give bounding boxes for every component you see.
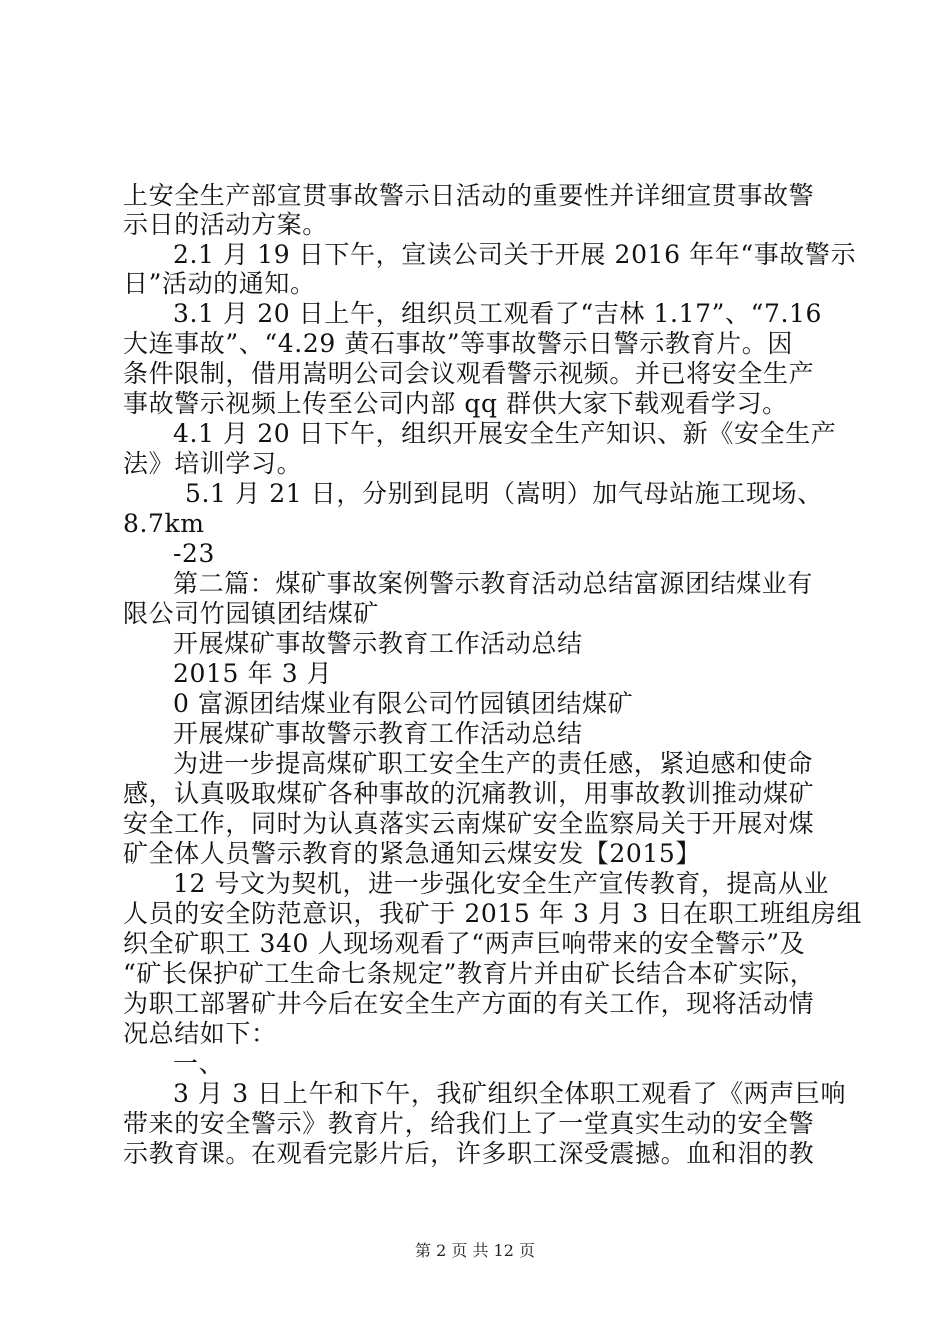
text-line: 开展煤矿事故警示教育工作活动总结	[173, 719, 583, 748]
section-heading: 第二篇：煤矿事故案例警示教育活动总结富源团结煤业有	[173, 569, 814, 598]
text-line: 开展煤矿事故警示教育工作活动总结	[173, 629, 583, 658]
text-line: 为进一步提高煤矿职工安全生产的责任感，紧迫感和使命	[173, 749, 814, 778]
text-line: 5.1 月 21 日，分别到昆明（嵩明）加气母站施工现场、	[185, 479, 823, 508]
text-line: 示日的活动方案。	[123, 210, 328, 239]
text-line: 4.1 月 20 日下午，组织开展安全生产知识、新《安全生产	[173, 419, 837, 448]
text-line: 带来的安全警示》教育片，给我们上了一堂真实生动的安全警	[123, 1109, 815, 1138]
text-line: 2.1 月 19 日下午，宣读公司关于开展 2016 年年“事故警示	[173, 240, 857, 269]
text-line: 一、	[173, 1049, 225, 1078]
text-line: 2015 年 3 月	[173, 659, 333, 688]
text-line: 法》培训学习。	[123, 449, 303, 478]
text-line: 为职工部署矿井今后在安全生产方面的有关工作，现将活动情	[123, 989, 815, 1018]
text-line: 限公司竹园镇团结煤矿	[123, 599, 380, 628]
text-line: 0 富源团结煤业有限公司竹园镇团结煤矿	[173, 689, 634, 718]
text-line: 安全工作，同时为认真落实云南煤矿安全监察局关于开展对煤	[123, 809, 815, 838]
text-line: 事故警示视频上传至公司内部 qq 群供大家下载观看学习。	[123, 389, 788, 418]
text-line: 感，认真吸取煤矿各种事故的沉痛教训，用事故教训推动煤矿	[123, 779, 815, 808]
text-line: 大连事故”、“4.29 黄石事故”等事故警示日警示教育片。因	[123, 329, 793, 358]
text-line: 人员的安全防范意识，我矿于 2015 年 3 月 3 日在职工班组房组	[123, 899, 863, 928]
text-line: 3 月 3 日上午和下午，我矿组织全体职工观看了《两声巨响	[173, 1079, 847, 1108]
text-line: 上安全生产部宣贯事故警示日活动的重要性并详细宣贯事故警	[123, 181, 815, 210]
text-line: -23	[173, 539, 216, 568]
text-line: 12 号文为契机，进一步强化安全生产宣传教育，提高从业	[173, 869, 829, 898]
text-line: “矿长保护矿工生命七条规定”教育片并由矿长结合本矿实际，	[123, 959, 816, 988]
text-line: 矿全体人员警示教育的紧急通知云煤安发【2015】	[123, 839, 702, 868]
text-line: 日”活动的通知。	[123, 269, 316, 298]
page-footer: 第 2 页 共 12 页	[415, 1241, 535, 1260]
text-line: 示教育课。在观看完影片后，许多职工深受震撼。血和泪的教	[123, 1139, 815, 1168]
text-line: 条件限制，借用嵩明公司会议观看警示视频。并已将安全生产	[123, 359, 815, 388]
text-line: 织全矿职工 340 人现场观看了“两声巨响带来的安全警示”及	[123, 929, 806, 958]
text-line: 8.7km	[123, 509, 205, 538]
text-line: 况总结如下：	[123, 1019, 277, 1048]
text-line: 3.1 月 20 日上午，组织员工观看了“吉林 1.17”、“7.16	[173, 299, 823, 328]
